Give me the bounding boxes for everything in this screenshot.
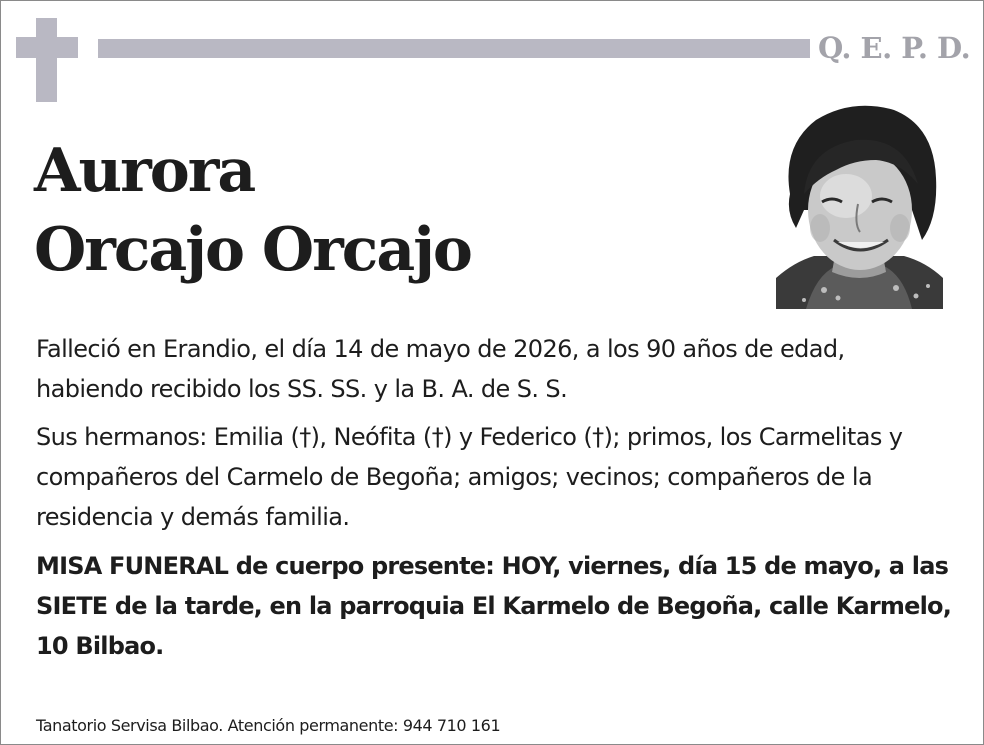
family-paragraph: Sus hermanos: Emilia (†), Neófita (†) y Federico (†); primos, los Carmelitas y compañeros del Carmelo de Begoña; amigos; vecinos; compañeros de la residencia y demás familia. — [36, 423, 903, 531]
deceased-first-name: Aurora — [34, 136, 255, 206]
death-announcement-paragraph: Falleció en Erandio, el día 14 de mayo de 2026, a los 90 años de edad, habiendo recibido los SS. SS. y la B. A. de S. S. — [36, 335, 845, 403]
cross-vertical-bar — [36, 18, 57, 102]
cross-horizontal-bar — [16, 37, 78, 58]
funeral-mass-paragraph: MISA FUNERAL de cuerpo presente: HOY, viernes, día 15 de mayo, a las SIETE de la tarde, en la parroquia El Karmelo de Begoña, calle Karmelo, 10 Bilbao. — [36, 552, 952, 660]
header-rule — [98, 39, 810, 58]
deceased-surnames: Orcajo Orcajo — [34, 215, 471, 285]
funeral-home-contact: Tanatorio Servisa Bilbao. Atención permanente: 944 710 161 — [36, 716, 501, 735]
deceased-portrait-photo — [776, 100, 943, 309]
qepd-label: Q. E. P. D. — [818, 31, 971, 65]
deceased-name — [34, 132, 471, 290]
